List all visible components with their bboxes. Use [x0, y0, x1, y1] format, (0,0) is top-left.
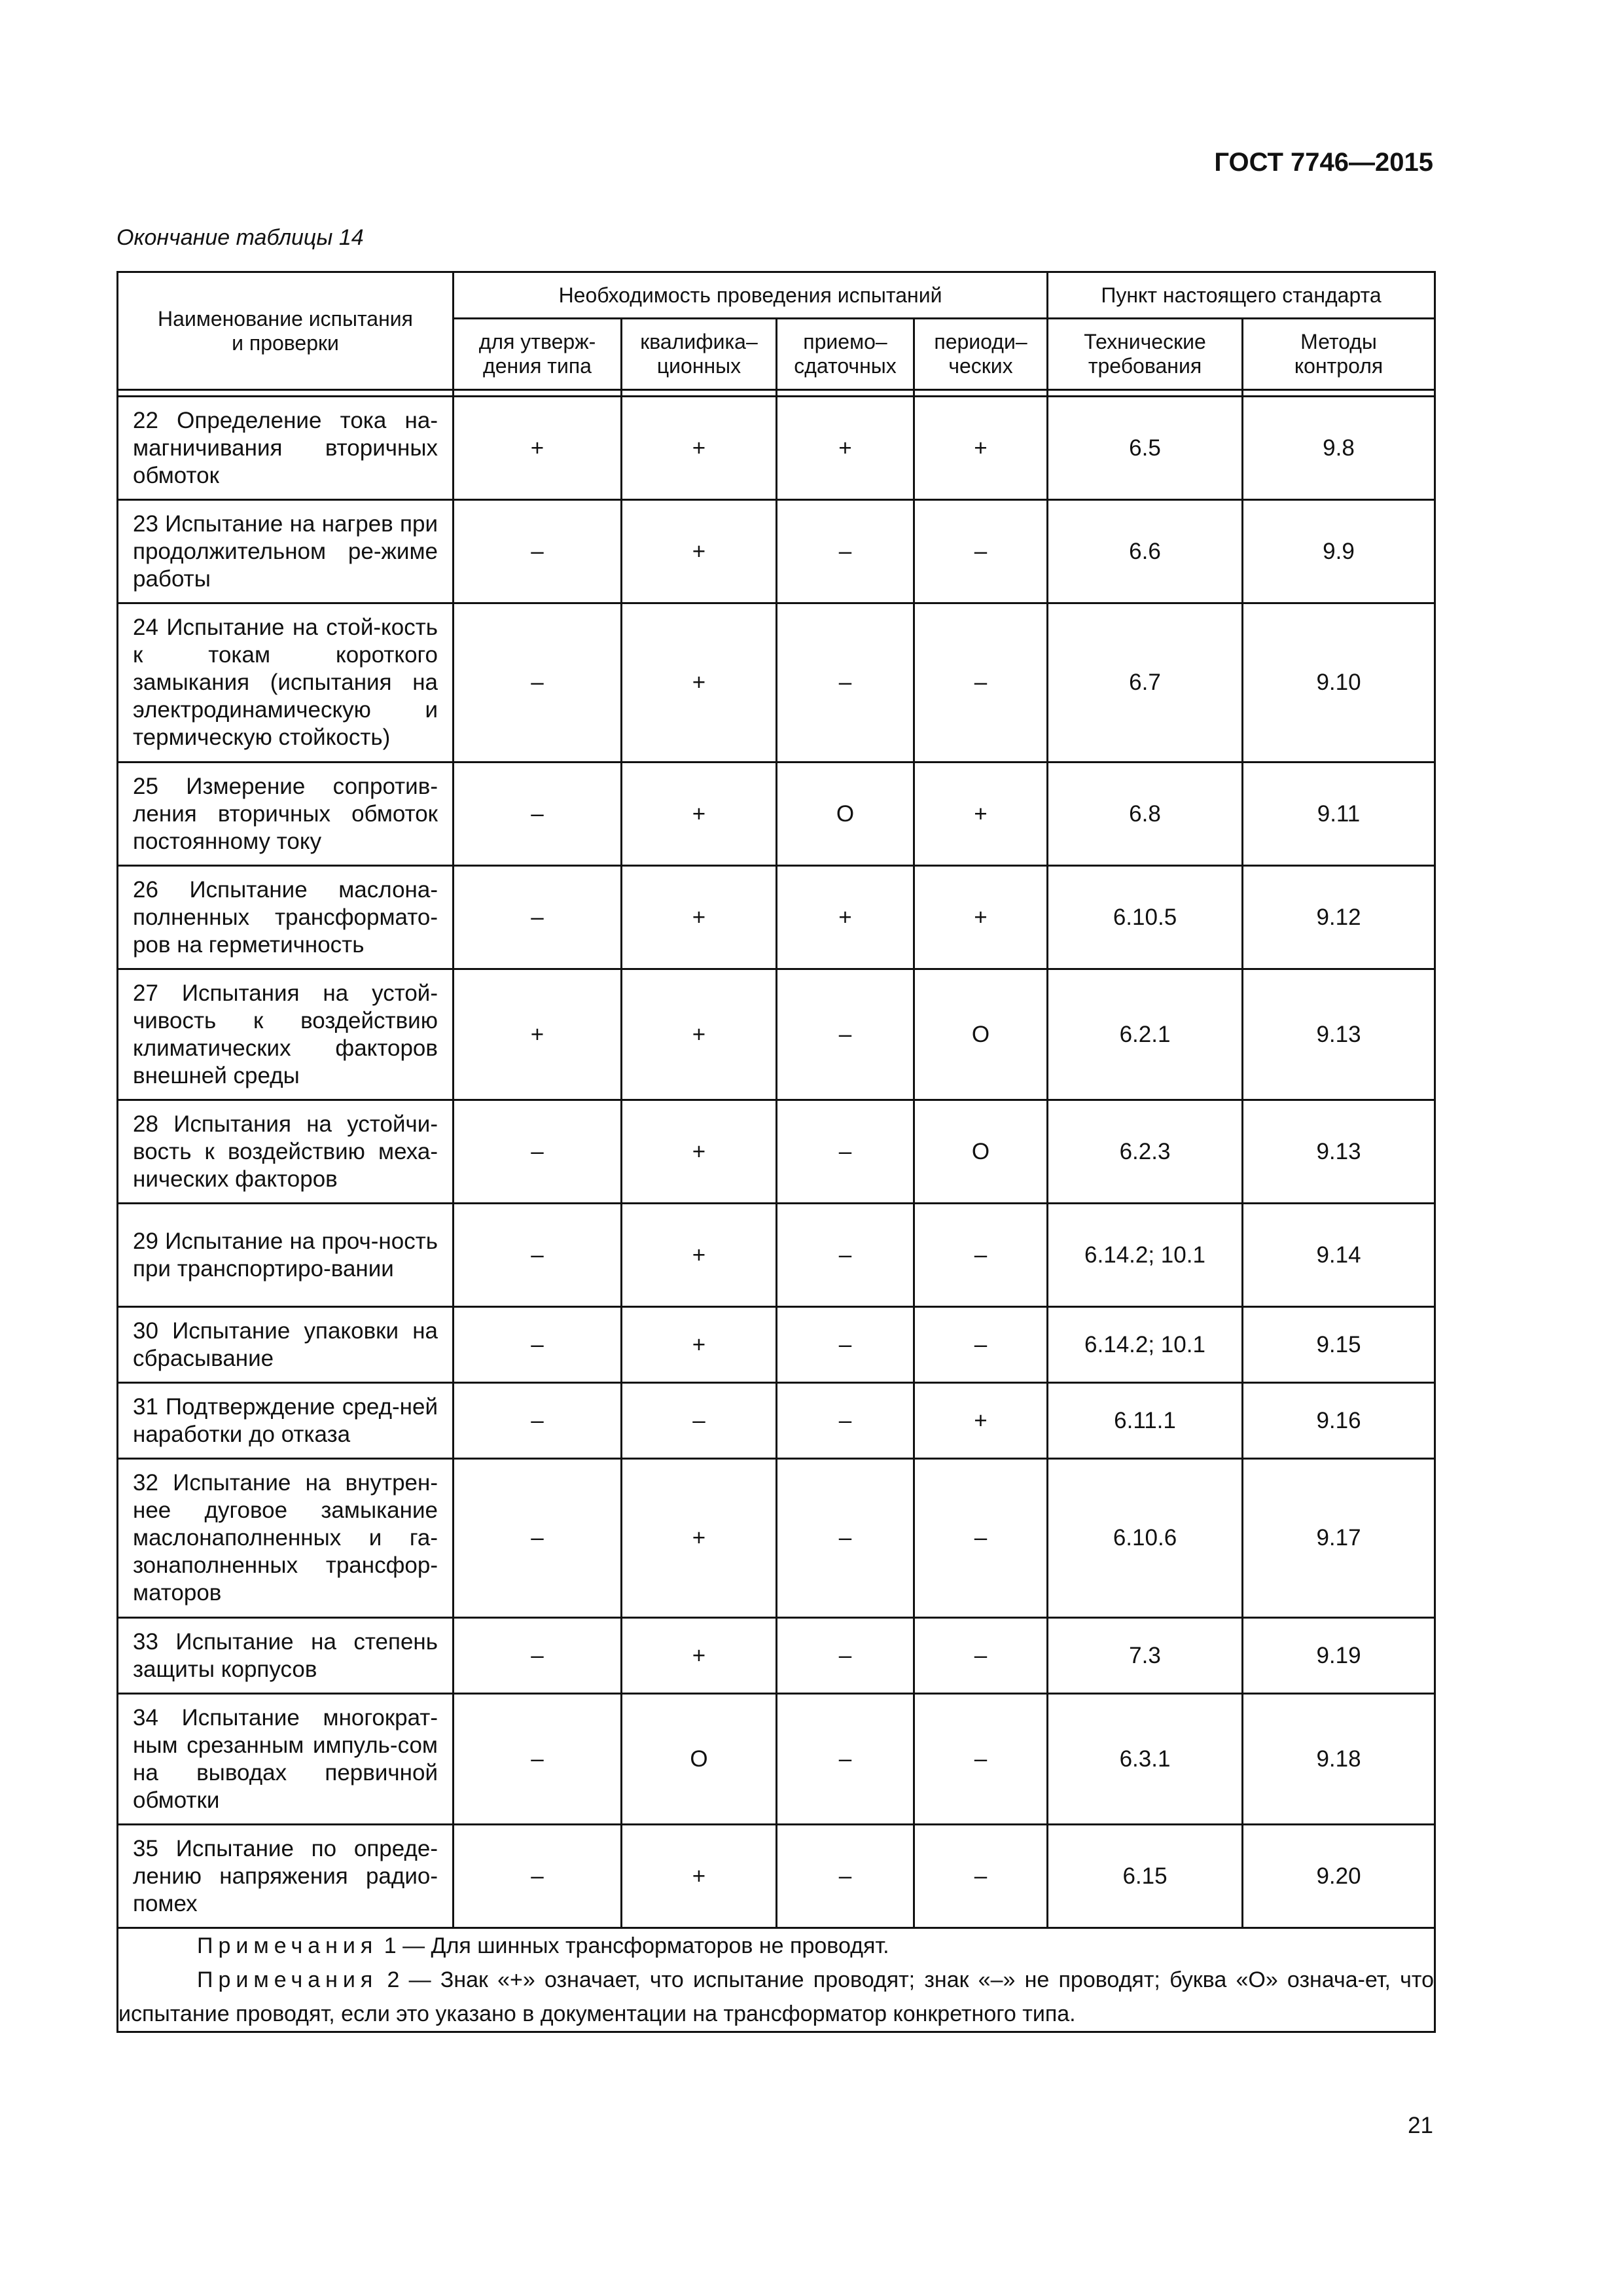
test-name: 27 Испытания на устой-чивость к воздействию климатических факторов внешней среды	[118, 969, 454, 1100]
cell-qual: –	[622, 1383, 777, 1459]
cell-methods: 9.10	[1243, 603, 1435, 762]
table-row	[118, 1694, 1435, 1825]
note-label: Примечания	[197, 1933, 378, 1958]
cell-qual: +	[622, 969, 777, 1100]
table-row	[118, 1618, 1435, 1694]
cell-qual: +	[622, 1459, 777, 1618]
cell-tech: 6.2.1	[1048, 969, 1243, 1100]
cell-qual: +	[622, 1100, 777, 1204]
header-separator	[118, 390, 1435, 397]
table-row	[118, 603, 1435, 762]
tests-table	[116, 271, 1436, 2033]
test-name: 35 Испытание по опреде-лению напряжения радио-помех	[118, 1825, 454, 1928]
header-periodic: периоди–ческих	[914, 319, 1048, 390]
header-acceptance: приемо–сдаточных	[777, 319, 914, 390]
cell-type: –	[454, 762, 622, 866]
cell-tech: 6.5	[1048, 397, 1243, 500]
cell-tech: 6.2.3	[1048, 1100, 1243, 1204]
cell-period: –	[914, 1618, 1048, 1694]
cell-methods: 9.13	[1243, 1100, 1435, 1204]
cell-type: –	[454, 1383, 622, 1459]
page-number: 21	[1408, 2113, 1433, 2138]
test-name: 31 Подтверждение сред-ней наработки до отказа	[118, 1383, 454, 1459]
cell-tech: 6.11.1	[1048, 1383, 1243, 1459]
header-need-group: Необходимость проведения испытаний	[454, 272, 1048, 319]
header-type-approval: для утверж-дения типа	[454, 319, 622, 390]
cell-methods: 9.19	[1243, 1618, 1435, 1694]
cell-qual: +	[622, 866, 777, 969]
cell-methods: 9.12	[1243, 866, 1435, 969]
table-row	[118, 397, 1435, 500]
table-row	[118, 1459, 1435, 1618]
note-2-text: 2 — Знак «+» означает, что испытание проводят; знак «–» не проводят; буква «О» означа-ет, что испытание проводят, если это указано в документации на трансформатор конкретного типа.	[118, 1967, 1434, 2026]
cell-period: –	[914, 1825, 1048, 1928]
notes-row	[118, 1928, 1435, 2032]
cell-accept: –	[777, 1383, 914, 1459]
table-row	[118, 969, 1435, 1100]
cell-qual: +	[622, 603, 777, 762]
cell-period: –	[914, 1204, 1048, 1307]
cell-tech: 6.14.2; 10.1	[1048, 1307, 1243, 1383]
table-row	[118, 1825, 1435, 1928]
header-clause-group: Пункт настоящего стандарта	[1048, 272, 1435, 319]
cell-period: +	[914, 762, 1048, 866]
cell-methods: 9.15	[1243, 1307, 1435, 1383]
cell-qual: +	[622, 762, 777, 866]
cell-accept: –	[777, 1618, 914, 1694]
table-caption: Окончание таблицы 14	[116, 225, 364, 250]
cell-accept: –	[777, 1694, 914, 1825]
cell-type: –	[454, 500, 622, 603]
cell-type: +	[454, 969, 622, 1100]
cell-period: О	[914, 1100, 1048, 1204]
cell-qual: +	[622, 1825, 777, 1928]
test-name: 34 Испытание многократ-ным срезанным импуль-сом на выводах первичной обмотки	[118, 1694, 454, 1825]
cell-qual: +	[622, 1307, 777, 1383]
note-1	[118, 1929, 1434, 1963]
test-name: 22 Определение тока на-магничивания вторичных обмоток	[118, 397, 454, 500]
cell-methods: 9.11	[1243, 762, 1435, 866]
cell-tech: 6.10.5	[1048, 866, 1243, 969]
table-row	[118, 762, 1435, 866]
cell-type: –	[454, 866, 622, 969]
test-name: 33 Испытание на степень защиты корпусов	[118, 1618, 454, 1694]
test-name: 25 Измерение сопротив-ления вторичных обмоток постоянному току	[118, 762, 454, 866]
cell-tech: 6.10.6	[1048, 1459, 1243, 1618]
cell-tech: 6.7	[1048, 603, 1243, 762]
cell-type: –	[454, 1307, 622, 1383]
cell-methods: 9.9	[1243, 500, 1435, 603]
table-row	[118, 1204, 1435, 1307]
cell-qual: +	[622, 500, 777, 603]
header-tech-requirements: Технические требования	[1048, 319, 1243, 390]
cell-period: –	[914, 1307, 1048, 1383]
cell-period: +	[914, 1383, 1048, 1459]
header-qualification: квалифика–ционных	[622, 319, 777, 390]
table-row	[118, 1307, 1435, 1383]
cell-qual: +	[622, 397, 777, 500]
table-row	[118, 866, 1435, 969]
cell-period: О	[914, 969, 1048, 1100]
note-1-text: 1 — Для шинных трансформаторов не проводят.	[378, 1933, 889, 1958]
cell-accept: –	[777, 1825, 914, 1928]
test-name: 24 Испытание на стой-кость к токам короткого замыкания (испытания на электродинамическую и термическую стойкость)	[118, 603, 454, 762]
cell-accept: –	[777, 1459, 914, 1618]
test-name: 26 Испытание маслона-полненных трансформато-ров на герметичность	[118, 866, 454, 969]
table-row	[118, 500, 1435, 603]
cell-accept: –	[777, 1100, 914, 1204]
header-test-name: Наименование испытания и проверки	[118, 272, 454, 390]
cell-type: –	[454, 1204, 622, 1307]
cell-type: –	[454, 603, 622, 762]
cell-methods: 9.20	[1243, 1825, 1435, 1928]
cell-methods: 9.14	[1243, 1204, 1435, 1307]
cell-tech: 6.3.1	[1048, 1694, 1243, 1825]
cell-accept: –	[777, 1307, 914, 1383]
cell-accept: +	[777, 866, 914, 969]
cell-methods: 9.18	[1243, 1694, 1435, 1825]
cell-period: +	[914, 866, 1048, 969]
cell-accept: –	[777, 969, 914, 1100]
cell-period: –	[914, 603, 1048, 762]
note-2	[118, 1963, 1434, 2031]
test-name: 30 Испытание упаковки на сбрасывание	[118, 1307, 454, 1383]
cell-accept: –	[777, 603, 914, 762]
cell-accept: –	[777, 1204, 914, 1307]
table-row	[118, 1100, 1435, 1204]
cell-type: +	[454, 397, 622, 500]
cell-accept: –	[777, 500, 914, 603]
cell-methods: 9.13	[1243, 969, 1435, 1100]
header-control-methods: Методы контроля	[1243, 319, 1435, 390]
cell-qual: +	[622, 1204, 777, 1307]
table-row	[118, 1383, 1435, 1459]
cell-qual: +	[622, 1618, 777, 1694]
cell-tech: 6.6	[1048, 500, 1243, 603]
test-name: 29 Испытание на проч-ность при транспортиро-вании	[118, 1204, 454, 1307]
note-label: Примечания	[197, 1967, 378, 1992]
cell-accept: +	[777, 397, 914, 500]
cell-period: +	[914, 397, 1048, 500]
cell-type: –	[454, 1825, 622, 1928]
cell-qual: О	[622, 1694, 777, 1825]
cell-accept: О	[777, 762, 914, 866]
cell-methods: 9.16	[1243, 1383, 1435, 1459]
cell-methods: 9.8	[1243, 397, 1435, 500]
cell-type: –	[454, 1618, 622, 1694]
cell-period: –	[914, 1459, 1048, 1618]
test-name: 23 Испытание на нагрев при продолжительном ре-жиме работы	[118, 500, 454, 603]
notes-cell	[118, 1928, 1435, 2032]
cell-tech: 6.14.2; 10.1	[1048, 1204, 1243, 1307]
cell-methods: 9.17	[1243, 1459, 1435, 1618]
test-name: 28 Испытания на устойчи-вость к воздействию меха-нических факторов	[118, 1100, 454, 1204]
cell-tech: 6.15	[1048, 1825, 1243, 1928]
document-code: ГОСТ 7746—2015	[1214, 148, 1433, 177]
cell-type: –	[454, 1459, 622, 1618]
cell-tech: 6.8	[1048, 762, 1243, 866]
test-name: 32 Испытание на внутрен-нее дуговое замыкание маслонаполненных и га-зонаполненных трансфор-маторов	[118, 1459, 454, 1618]
cell-period: –	[914, 500, 1048, 603]
cell-period: –	[914, 1694, 1048, 1825]
cell-tech: 7.3	[1048, 1618, 1243, 1694]
cell-type: –	[454, 1694, 622, 1825]
cell-type: –	[454, 1100, 622, 1204]
